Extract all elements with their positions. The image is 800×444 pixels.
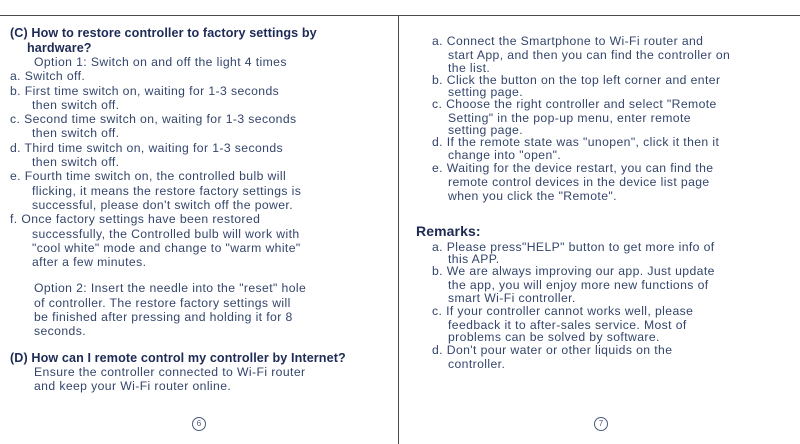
step-a: a. Switch off.	[10, 69, 86, 84]
remark-c-cont-2: problems can be solved by software.	[448, 330, 660, 345]
remark-b: b. We are always improving our app. Just update	[432, 263, 715, 278]
setup-step-e-cont-1: remote control devices in the device list page	[448, 175, 710, 190]
option1-text: Option 1: Switch on and off the light 4 times	[34, 55, 287, 69]
setup-step-a: a. Connect the Smartphone to Wi-Fi router and	[432, 34, 704, 48]
step-f-cont-3: after a few minutes.	[32, 255, 147, 270]
step-c: c. Second time switch on, waiting for 1-3 seconds	[10, 112, 297, 127]
step-d: d. Third time switch on, waiting for 1-3 seconds	[10, 140, 283, 155]
page-number-left: 6	[192, 417, 206, 431]
section-c-heading: (C) How to restore controller to factory settings by	[10, 26, 317, 40]
setup-step-e-cont-2: when you click the "Remote".	[448, 189, 617, 204]
remark-d-cont: controller.	[448, 357, 506, 372]
step-b-cont: then switch off.	[32, 97, 120, 112]
step-f-cont-1: successfully, the Controlled bulb will work with	[32, 226, 300, 241]
option2-text: Option 2: Insert the needle into the "reset" hole	[34, 281, 307, 296]
remark-d: d. Don't pour water or other liquids on the	[432, 343, 673, 358]
setup-step-a-cont-1: start App, and then you can find the controller on	[448, 48, 731, 63]
step-f-cont-2: "cool white" mode and change to "warm white"	[32, 240, 301, 255]
step-d-cont: then switch off.	[32, 155, 120, 170]
option2-cont-2: be finished after pressing and holding it for 8	[34, 310, 293, 325]
setup-step-b-cont: setting page.	[448, 84, 523, 99]
setup-step-a-cont-2: the list.	[448, 60, 491, 75]
section-d-body-cont: and keep your Wi-Fi router online.	[34, 379, 232, 394]
setup-step-d-cont: change into "open".	[448, 147, 562, 162]
step-e-cont-2: successful, please don't switch off the power.	[32, 197, 294, 212]
section-d-body: Ensure the controller connected to Wi-Fi router	[34, 365, 306, 380]
remark-b-cont-1: the app, you will enjoy more new functions of	[448, 278, 709, 293]
remark-c: c. If your controller cannot works well, please	[432, 303, 694, 318]
setup-step-c: c. Choose the right controller and select "Remote	[432, 96, 717, 111]
setup-step-d: d. If the remote state was "unopen", click it then it	[432, 135, 720, 150]
right-column	[418, 34, 790, 372]
step-c-cont: then switch off.	[32, 126, 120, 141]
option2-cont-1: of controller. The restore factory settings will	[34, 295, 291, 310]
step-f: f. Once factory settings have been restored	[10, 212, 261, 227]
remark-c-cont-1: feedback it to after-sales service. Most of	[448, 317, 687, 332]
column-divider	[398, 15, 399, 444]
option2-cont-3: seconds.	[34, 324, 86, 339]
remarks-heading: Remarks:	[416, 222, 481, 239]
step-b: b. First time switch on, waiting for 1-3 seconds	[10, 83, 280, 98]
page-number-right: 7	[594, 417, 608, 431]
setup-step-b: b. Click the button on the top left corner and enter	[432, 72, 721, 87]
setup-step-e: e. Waiting for the device restart, you can find the	[432, 160, 714, 175]
left-column	[10, 26, 390, 394]
setup-step-c-cont-2: setting page.	[448, 123, 523, 138]
step-e: e. Fourth time switch on, the controlled bulb will	[10, 169, 287, 184]
remark-b-cont-2: smart Wi-Fi controller.	[448, 290, 576, 305]
setup-step-c-cont-1: Setting" in the pop-up menu, enter remote	[448, 111, 691, 126]
remark-a-cont: this APP.	[448, 251, 500, 266]
step-e-cont-1: flicking, it means the restore factory settings is	[32, 183, 302, 198]
section-c-heading-cont: hardware?	[27, 40, 92, 55]
section-d-heading: (D) How can I remote control my controller by Internet?	[10, 350, 346, 365]
remark-a: a. Please press"HELP" button to get more info of	[432, 239, 715, 254]
